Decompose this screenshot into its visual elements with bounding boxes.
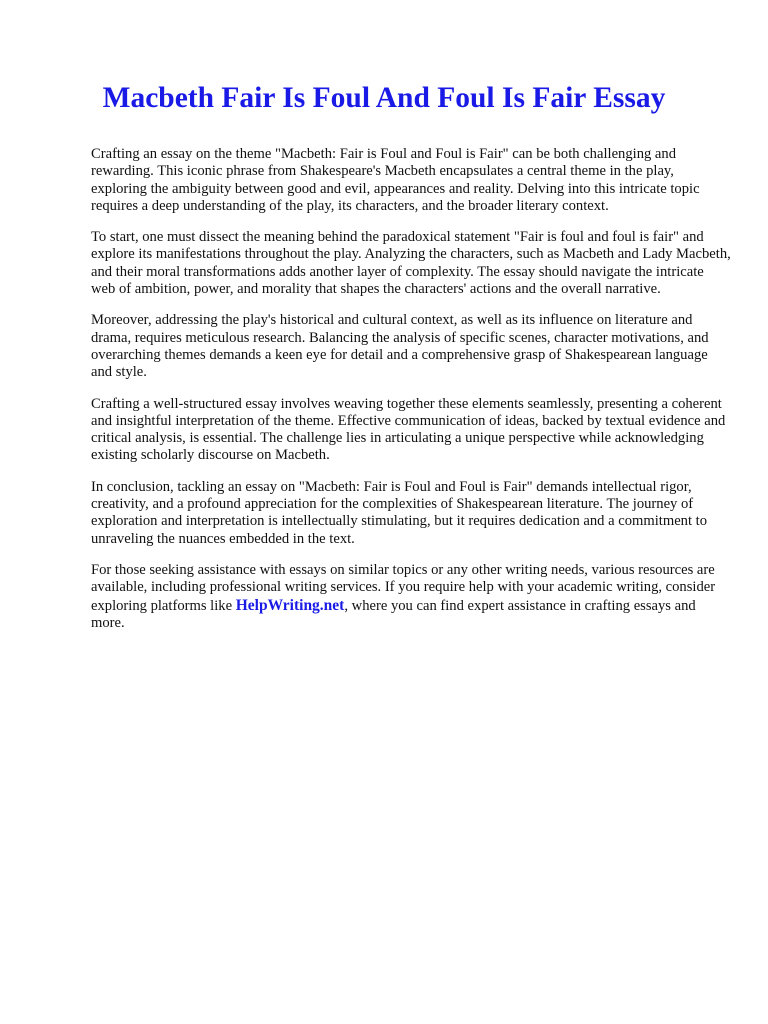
paragraph-6-before-link: For those seeking assistance with essays on similar topics or any other writing needs, various resources are available, including professional writing services. If you require help with your academic writing, consider exploring platforms like: [91, 561, 716, 614]
paragraph-2: To start, one must dissect the meaning behind the paradoxical statement "Fair is foul and foul is fair" and explore its manifestations throughout the play. Analyzing the characters, such as Macbeth and Lady Macbeth, and their moral transformations adds another layer of complexity. The essay should navigate the intricate web of ambition, power, and morality that shapes the characters' actions and the overall narrative.: [91, 229, 731, 298]
paragraph-5: In conclusion, tackling an essay on "Macbeth: Fair is Foul and Foul is Fair" demands intellectual rigor, creativity, and a profound appreciation for the complexities of Shakespearean literature. The journey of exploration and interpretation is intellectually stimulating, but it requires dedication and a commitment to unraveling the nuances embedded in the text.: [91, 478, 708, 547]
paragraph-1: Crafting an essay on the theme "Macbeth: Fair is Foul and Foul is Fair" can be both challenging and rewarding. This iconic phrase from Shakespeare's Macbeth encapsulates a central theme in the play, exploring the ambiguity between good and evil, appearances and reality. Delving into this intricate topic requires a deep understanding of the play, its characters, and the broader literary context.: [91, 146, 700, 214]
essay-body: [91, 146, 731, 646]
paragraph-3: Moreover, addressing the play's historical and cultural context, as well as its influence on literature and drama, requires meticulous research. Balancing the analysis of specific scenes, character motivations, and overarching themes demands a keen eye for detail and a comprehensive grasp of Shakespearean language and style.: [91, 312, 709, 381]
paragraph-4: Crafting a well-structured essay involves weaving together these elements seamlessly, presenting a coherent and insightful interpretation of the theme. Effective communication of ideas, backed by textual evidence and critical analysis, is essential. The challenge lies in articulating a unique perspective while acknowledging existing scholarly discourse on Macbeth.: [91, 395, 726, 464]
paragraph-6: [91, 562, 731, 632]
helpwriting-link[interactable]: HelpWriting.net: [235, 596, 345, 614]
paragraph-6-after-link: , where you can find expert assistance in crafting essays and more.: [91, 597, 696, 631]
page-title: Macbeth Fair Is Foul And Foul Is Fair Essay: [102, 82, 666, 114]
